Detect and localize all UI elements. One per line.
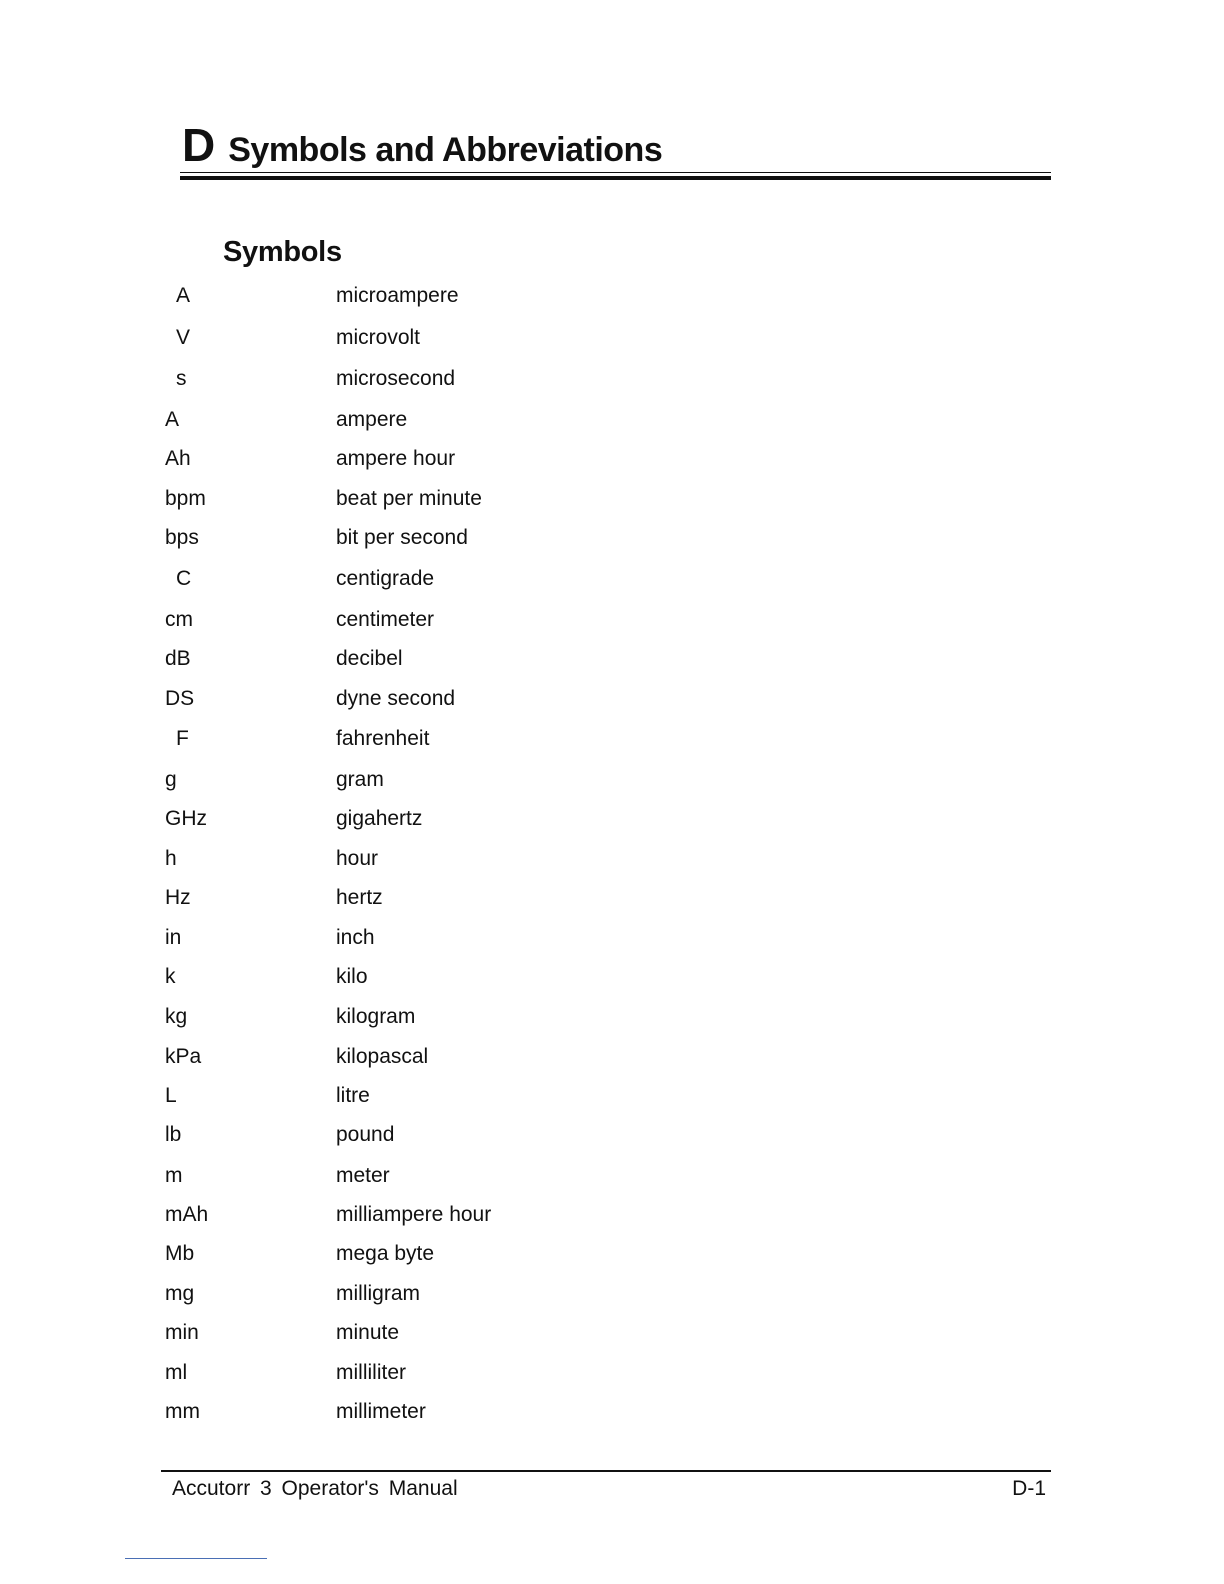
symbol-abbrev: Ah — [165, 447, 191, 470]
symbol-abbrev: A — [165, 408, 180, 431]
symbol-abbrev: C — [176, 567, 192, 590]
symbol-row — [0, 1279, 1224, 1309]
symbol-row — [0, 523, 1224, 553]
symbol-meaning: litre — [336, 1084, 370, 1107]
symbol-row — [0, 605, 1224, 635]
symbol-abbrev: mg — [165, 1282, 195, 1305]
symbol-abbrev: F — [176, 727, 189, 750]
symbol-abbrev: mm — [165, 1400, 200, 1423]
symbol-abbrev: k — [165, 965, 176, 988]
symbol-abbrev: cm — [165, 608, 193, 631]
symbol-meaning: meter — [336, 1164, 390, 1187]
symbol-meaning: mega byte — [336, 1242, 435, 1265]
symbol-meaning: minute — [336, 1321, 400, 1344]
symbol-abbrev: A — [176, 284, 191, 307]
symbol-row — [0, 1200, 1224, 1230]
symbol-meaning: gigahertz — [336, 807, 423, 830]
symbol-row — [0, 804, 1224, 834]
symbol-meaning: ampere hour — [336, 447, 456, 470]
symbol-row — [0, 484, 1224, 514]
symbol-meaning: inch — [336, 926, 375, 949]
symbol-row — [0, 1358, 1224, 1388]
symbol-abbrev: Hz — [165, 886, 191, 909]
symbol-abbrev: V — [176, 326, 191, 349]
chapter-title: Symbols and Abbreviations — [228, 131, 663, 169]
symbol-row — [0, 564, 1224, 594]
symbol-row — [0, 923, 1224, 953]
symbol-row — [0, 1120, 1224, 1150]
symbol-row — [0, 281, 1224, 311]
symbol-abbrev: DS — [165, 687, 195, 710]
symbol-row — [0, 844, 1224, 874]
symbol-meaning: gram — [336, 768, 384, 791]
symbol-row — [0, 883, 1224, 913]
symbol-row — [0, 684, 1224, 714]
chapter-letter: D — [182, 119, 215, 171]
symbol-row — [0, 405, 1224, 435]
page-edge-mark — [125, 1558, 267, 1559]
symbol-meaning: pound — [336, 1123, 395, 1146]
symbol-row — [0, 1239, 1224, 1269]
footer-rule — [161, 1470, 1051, 1472]
symbol-abbrev: dB — [165, 647, 191, 670]
symbol-abbrev: m — [165, 1164, 183, 1187]
symbol-meaning: beat per minute — [336, 487, 482, 510]
symbol-meaning: bit per second — [336, 526, 468, 549]
symbol-meaning: ampere — [336, 408, 408, 431]
symbol-meaning: decibel — [336, 647, 403, 670]
symbol-abbrev: GHz — [165, 807, 207, 830]
symbol-abbrev: bpm — [165, 487, 206, 510]
symbol-abbrev: mAh — [165, 1203, 209, 1226]
footer-manual-title: Accutorr 3 Operator's Manual — [172, 1477, 458, 1500]
symbol-meaning: hour — [336, 847, 379, 870]
symbol-meaning: centimeter — [336, 608, 435, 631]
symbol-meaning: millimeter — [336, 1400, 426, 1423]
symbol-meaning: kilo — [336, 965, 368, 988]
symbol-meaning: fahrenheit — [336, 727, 430, 750]
symbol-abbrev: kPa — [165, 1045, 202, 1068]
symbol-abbrev: s — [176, 367, 187, 390]
symbol-abbrev: L — [165, 1084, 177, 1107]
symbol-meaning: microvolt — [336, 326, 421, 349]
symbol-meaning: hertz — [336, 886, 383, 909]
symbol-abbrev: in — [165, 926, 182, 949]
symbol-abbrev: h — [165, 847, 177, 870]
symbol-meaning: dyne second — [336, 687, 456, 710]
symbol-row — [0, 765, 1224, 795]
symbol-row — [0, 1397, 1224, 1427]
symbol-abbrev: min — [165, 1321, 199, 1344]
symbol-abbrev: Mb — [165, 1242, 195, 1265]
footer-page-number: D-1 — [1012, 1477, 1046, 1500]
symbol-meaning: milliampere hour — [336, 1203, 492, 1226]
symbol-meaning: microampere — [336, 284, 459, 307]
symbol-row — [0, 1002, 1224, 1032]
symbol-row — [0, 323, 1224, 353]
symbol-row — [0, 962, 1224, 992]
symbol-row — [0, 1318, 1224, 1348]
symbol-row — [0, 1081, 1224, 1111]
symbol-row — [0, 364, 1224, 394]
symbol-meaning: milliliter — [336, 1361, 406, 1384]
symbol-row — [0, 444, 1224, 474]
symbol-meaning: kilogram — [336, 1005, 416, 1028]
symbol-meaning: centigrade — [336, 567, 435, 590]
symbol-abbrev: g — [165, 768, 177, 791]
symbol-abbrev: bps — [165, 526, 199, 549]
symbol-row — [0, 724, 1224, 754]
symbol-abbrev: kg — [165, 1005, 188, 1028]
section-heading: Symbols — [223, 236, 342, 268]
symbol-meaning: kilopascal — [336, 1045, 429, 1068]
symbol-meaning: microsecond — [336, 367, 456, 390]
symbol-row — [0, 1042, 1224, 1072]
symbol-abbrev: ml — [165, 1361, 188, 1384]
symbol-row — [0, 644, 1224, 674]
symbol-meaning: milligram — [336, 1282, 420, 1305]
symbol-abbrev: lb — [165, 1123, 182, 1146]
symbol-row — [0, 1161, 1224, 1191]
